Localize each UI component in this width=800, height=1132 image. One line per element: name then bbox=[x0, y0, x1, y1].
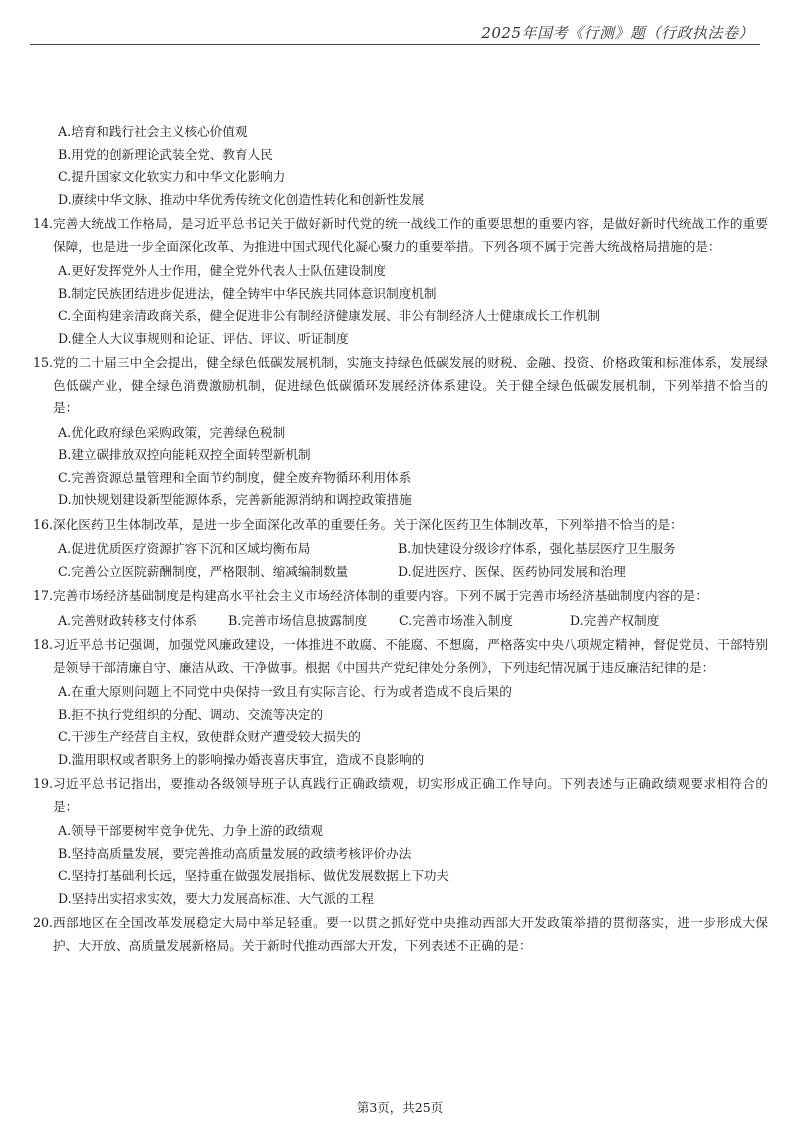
option-d: D.健全人大议事规则和论证、评估、评议、听证制度 bbox=[58, 330, 349, 346]
option-d: D.赓续中华文脉、推动中华优秀传统文化创造性转化和创新性发展 bbox=[58, 191, 425, 207]
question-number: 17. bbox=[33, 588, 54, 603]
question-18 bbox=[33, 634, 768, 771]
question-19 bbox=[33, 773, 768, 910]
question-number: 18. bbox=[33, 637, 54, 652]
option-b: B.拒不执行党组织的分配、调动、交流等决定的 bbox=[58, 706, 324, 722]
question-stem: 习近平总书记强调，加强党风廉政建设，一体推进不敢腐、不能腐、不想腐，严格落实中央八项规定精神，督促党员、干部特别是领导干部清廉自守、廉洁从政、干净做事。根据《中国共产党纪律处分条例》，下列违纪情况属于违反廉洁纪律的是： bbox=[53, 637, 768, 675]
question-15 bbox=[33, 352, 768, 512]
option-c: C.全面构建亲清政商关系，健全促进非公有制经济健康发展、非公有制经济人士健康成长工作机制 bbox=[58, 308, 601, 323]
question-16 bbox=[33, 514, 768, 584]
option-c: C.完善公立医院薪酬制度，严格限制、缩减编制数量 bbox=[58, 563, 349, 579]
option-c: C.提升国家文化软实力和中华文化影响力 bbox=[58, 169, 286, 184]
header-title: 2025年国考《行测》题（行政执法卷） bbox=[481, 24, 754, 42]
option-a: A.培育和践行社会主义核心价值观 bbox=[58, 124, 248, 139]
page-header bbox=[0, 0, 800, 60]
question-number: 15. bbox=[33, 355, 54, 370]
option-b: B.加快建设分级诊疗体系，强化基层医疗卫生服务 bbox=[398, 541, 676, 556]
question-stem: 西部地区在全国改革发展稳定大局中举足轻重。要一以贯之抓好党中央推动西部大开发政策举措的贯彻落实，进一步形成大保护、大开放、高质量发展新格局。关于新时代推动西部大开发，下列表述不正确的是： bbox=[53, 915, 768, 953]
option-d: D.滥用职权或者职务上的影响操办婚丧喜庆事宜，造成不良影响的 bbox=[58, 751, 425, 767]
option-d: D.坚持出实招求实效，要大力发展高标准、大气派的工程 bbox=[58, 890, 374, 906]
option-d: D.促进医疗、医保、医药协同发展和治理 bbox=[398, 563, 626, 579]
option-a: A.完善财政转移支付体系 bbox=[58, 612, 198, 628]
question-stem: 深化医药卫生体制改革，是进一步全面深化改革的重要任务。关于深化医药卫生体制改革，下列举措不恰当的是： bbox=[53, 516, 683, 532]
option-d: D.加快规划建设新型能源体系，完善新能源消纳和调控政策措施 bbox=[58, 492, 412, 507]
option-a: A.促进优质医疗资源扩容下沉和区域均衡布局 bbox=[58, 541, 311, 556]
q13-options bbox=[33, 121, 768, 211]
option-c: C.干涉生产经营自主权，致使群众财产遭受较大损失的 bbox=[58, 729, 361, 744]
option-a: A.更好发挥党外人士作用，健全党外代表人士队伍建设制度 bbox=[58, 263, 386, 278]
option-b: B.完善市场信息披露制度 bbox=[228, 612, 368, 628]
option-b: B.建立碳排放双控向能耗双控全面转型新机制 bbox=[58, 447, 311, 462]
page-number: 第3页，共25页 bbox=[356, 1100, 444, 1115]
option-b: B.制定民族团结进步促进法，健全铸牢中华民族共同体意识制度机制 bbox=[58, 285, 437, 301]
header-rule bbox=[30, 44, 760, 45]
option-d: D.完善产权制度 bbox=[570, 612, 660, 628]
option-b: B.用党的创新理论武装全党、教育人民 bbox=[58, 146, 273, 162]
question-stem: 完善大统战工作格局，是习近平总书记关于做好新时代党的统一战线工作的重要思想的重要内容，是做好新时代统战工作的重要保障，也是进一步全面深化改革、为推进中国式现代化凝心聚力的重要举措。下列各项不属于完善大统战格局措施的是： bbox=[53, 216, 768, 254]
question-14 bbox=[33, 213, 768, 350]
option-a: A.在重大原则问题上不同党中央保持一致且有实际言论、行为或者造成不良后果的 bbox=[58, 684, 512, 699]
question-number: 16. bbox=[33, 516, 54, 532]
question-stem: 完善市场经济基础制度是构建高水平社会主义市场经济体制的重要内容。下列不属于完善市场经济基础制度内容的是： bbox=[53, 588, 708, 603]
question-number: 20. bbox=[33, 915, 54, 930]
question-stem: 习近平总书记指出，要推动各级领导班子认真践行正确政绩观，切实形成正确工作导向。下列表述与正确政绩观要求相符合的是： bbox=[53, 776, 768, 814]
question-stem: 党的二十届三中全会提出，健全绿色低碳发展机制，实施支持绿色低碳发展的财税、金融、投资、价格政策和标准体系，发展绿色低碳产业，健全绿色消费激励机制，促进绿色低碳循环发展经济体系建设。关于健全绿色低碳发展机制，下列举措不恰当的是： bbox=[53, 355, 768, 415]
question-number: 19. bbox=[33, 776, 54, 791]
option-a: A.领导干部要树牢竞争优先、力争上游的政绩观 bbox=[58, 823, 323, 838]
option-c: C.完善资源总量管理和全面节约制度，健全废弃物循环利用体系 bbox=[58, 469, 412, 485]
question-17 bbox=[33, 585, 768, 632]
option-c: C.坚持打基础利长远，坚持重在做强发展指标、做优发展数据上下功夫 bbox=[58, 868, 450, 883]
option-c: C.完善市场准入制度 bbox=[399, 612, 513, 628]
question-number: 14. bbox=[33, 216, 54, 231]
option-b: B.坚持高质量发展，要完善推动高质量发展的政绩考核评价办法 bbox=[58, 845, 412, 861]
option-a: A.优化政府绿色采购政策，完善绿色税制 bbox=[58, 424, 286, 440]
question-20 bbox=[33, 912, 768, 957]
question-content bbox=[33, 119, 768, 957]
